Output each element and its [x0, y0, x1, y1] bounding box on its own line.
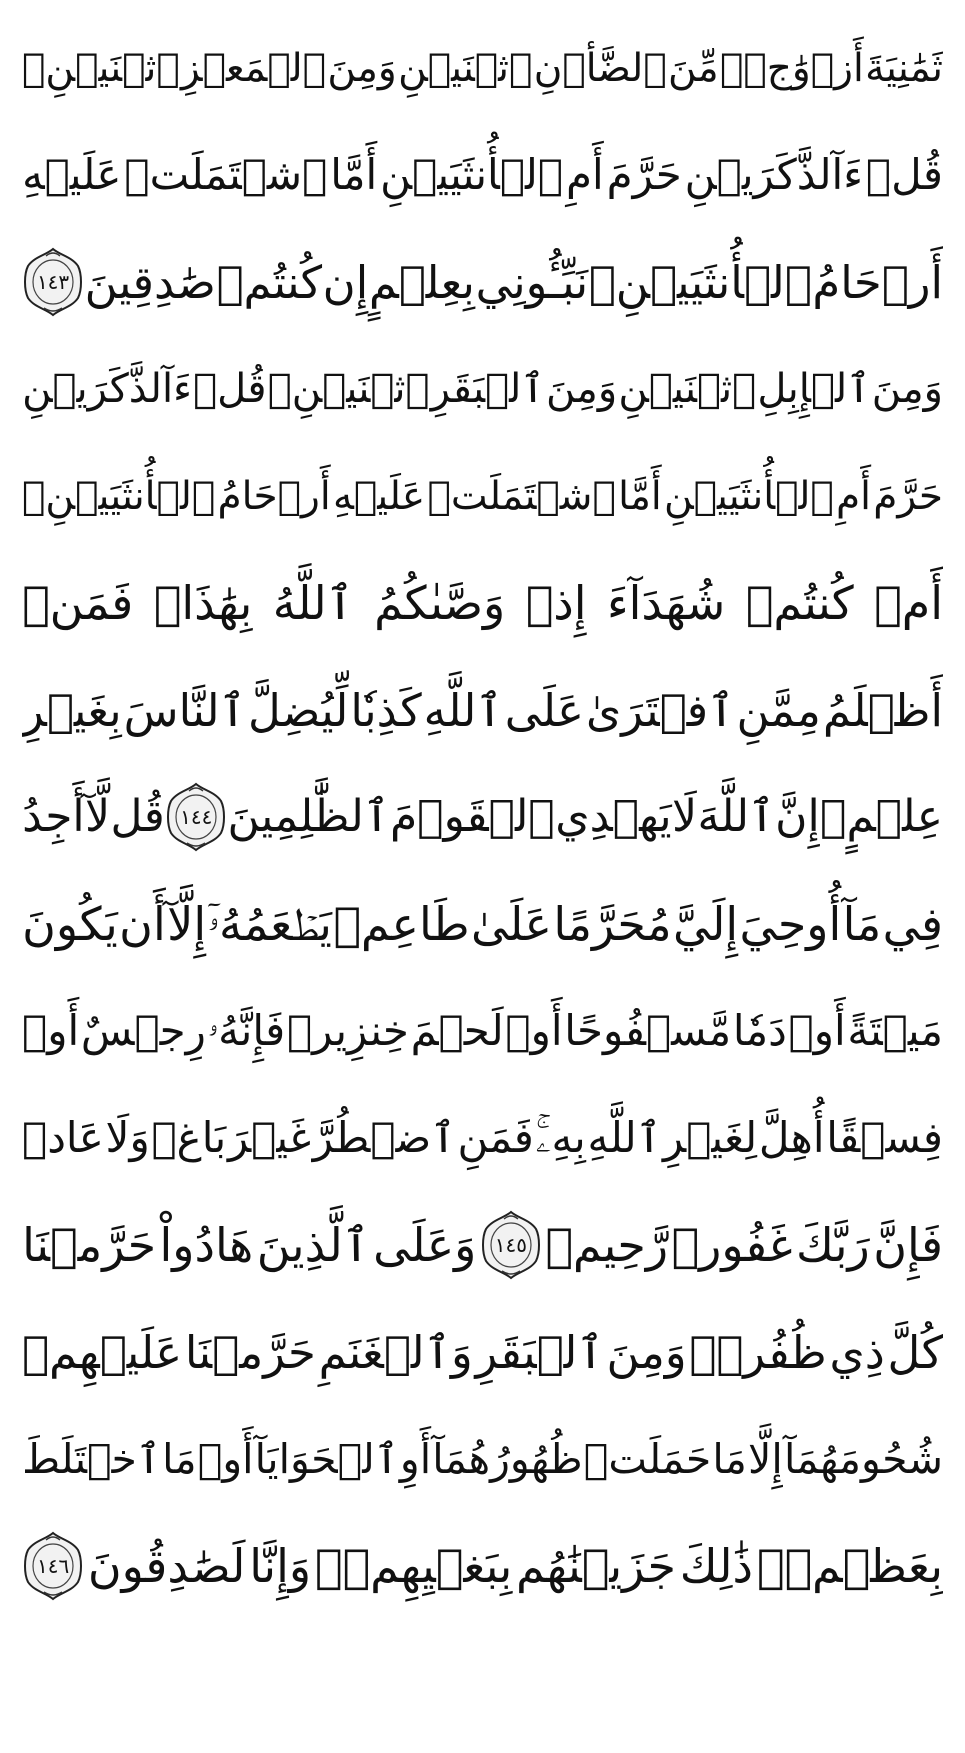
quran-word: أَوِ [399, 1434, 432, 1483]
quran-word: ٱلۡمَعۡزِ [181, 45, 327, 91]
quran-word: ءَآلذَّكَرَيۡنِ [684, 150, 863, 199]
quran-word: ٱلۡقَوۡمَ [389, 791, 555, 842]
quran-word: ظُهُورُهُمَآ [432, 1434, 583, 1483]
quran-word: كُنتُمۡ [216, 255, 323, 309]
quran-word: بِغَيۡرِ [22, 683, 122, 737]
quran-word: بِعَظۡمٖۚ [756, 1539, 943, 1593]
quran-word: صَٰدِقِينَ [84, 255, 216, 309]
quran-word: أَزۡوَٰجٖۖ [719, 45, 864, 91]
quran-word: أَمِ [565, 150, 604, 199]
quran-word: ءَآلذَّكَرَيۡنِ [22, 366, 192, 412]
quran-word: أَمِ [836, 473, 871, 519]
quran-word: شُحُومَهُمَآ [783, 1434, 943, 1483]
quran-word: قُل [110, 791, 165, 842]
text-line [22, 652, 943, 768]
quran-word: أَوۡ [505, 1006, 563, 1055]
quran-word: ٱلظَّٰلِمِينَ [227, 791, 390, 842]
quran-word: ٱللَّهُ [272, 576, 354, 630]
quran-word: طَاعِمٖ [333, 897, 470, 951]
quran-word: مَا [712, 1434, 747, 1483]
quran-word: شُهَدَآءَ [607, 576, 726, 630]
quran-word: غَيۡرَ [227, 1113, 311, 1162]
quran-word: أُهِلَّ [758, 1113, 825, 1162]
text-line [22, 973, 943, 1089]
quran-word: وَمِنَ [327, 45, 397, 91]
ayah-number-marker [22, 1530, 84, 1602]
text-line [22, 1508, 943, 1624]
quran-word: أَمۡ [874, 576, 943, 630]
quran-word: أَرۡحَامُ [812, 255, 943, 309]
quran-word: ٱلۡأُنثَيَيۡنِ [380, 150, 564, 199]
ayah-number-marker [480, 1209, 542, 1281]
quran-word: فَمَنۡ [22, 576, 134, 630]
quran-word: ٱثۡنَيۡنِۗ [267, 366, 430, 412]
quran-word: مِّنَ [668, 45, 719, 91]
quran-word: يَهۡدِي [555, 791, 672, 842]
quran-word: حَرَّمَ [873, 473, 943, 519]
quran-word: لِغَيۡرِ [663, 1113, 758, 1162]
quran-word: إِلَيَّ [673, 897, 739, 951]
quran-word: لَحۡمَ [410, 1006, 504, 1055]
text-line [22, 1294, 943, 1410]
ayah-number-text: ١٤٦ [36, 1554, 70, 1578]
quran-word: قُلۡ [193, 366, 267, 412]
ayah-number-text: ١٤٣ [36, 270, 70, 294]
quran-word: عِلۡمٍۚ [820, 791, 943, 842]
quran-word: ٱللَّهِ [587, 1113, 662, 1162]
quran-word: رِجۡسٌ [80, 1006, 206, 1055]
quran-word: كُلَّ [887, 1325, 943, 1379]
quran-word: ٱشۡتَمَلَتۡ [124, 150, 328, 199]
quran-word: رَبَّكَ [795, 1218, 870, 1272]
quran-word: دَمٗا [732, 1006, 787, 1055]
text-line [22, 1080, 943, 1196]
quran-word: عَلَيۡهِ [22, 150, 122, 199]
quran-word: فَمَنِ [457, 1113, 534, 1162]
quran-word: ٱثۡنَيۡنِ [398, 45, 533, 91]
ayah-number-marker [22, 246, 84, 318]
quran-word: وَمِنَ [606, 1325, 687, 1379]
quran-word: أَوۡ [22, 1006, 80, 1055]
quran-word: أَمَّا [618, 473, 662, 519]
quran-word: مَا [162, 1434, 197, 1483]
quran-word: أَن [119, 897, 166, 951]
quran-word: يَكُونَ [22, 897, 118, 951]
quran-word: ٱلۡأُنثَيَيۡنِ [663, 473, 834, 519]
quran-word: مُحَرَّمًا [553, 897, 672, 951]
quran-word: مَآ [842, 897, 882, 951]
quran-word: عَلَى [504, 683, 584, 737]
quran-word: أَوۡ [197, 1434, 254, 1483]
quran-word: بِهَٰذَاۚ [153, 576, 253, 630]
quran-word: ٱفۡتَرَىٰ [585, 683, 735, 737]
quran-word: لَا [672, 791, 698, 842]
ayah-number-text: ١٤٥ [494, 1233, 527, 1257]
quran-word: حَرَّمَ [606, 150, 682, 199]
quran-word: حَرَّمۡنَا [184, 1325, 316, 1379]
text-line [22, 545, 943, 661]
text-line [22, 438, 943, 554]
quran-word: إِنَّ [775, 791, 820, 842]
quran-word: إِلَّا [748, 1434, 783, 1483]
quran-word: أَمَّا [330, 150, 378, 199]
quran-word: وَمِنَ [545, 366, 618, 412]
text-line [22, 224, 943, 340]
quran-word: ذَٰلِكَ [679, 1539, 754, 1593]
quran-word: أَوۡ [788, 1006, 846, 1055]
quran-word: فِي [882, 897, 943, 951]
ayah-number-text: ١٤٤ [180, 805, 213, 829]
quran-word: مَيۡتَةً [847, 1006, 943, 1055]
quran-word: خِنزِيرٖ [286, 1006, 409, 1055]
quran-word: يَطۡعَمُهُۥٓ [207, 897, 332, 951]
quran-word: ذِي [829, 1325, 885, 1379]
quran-word: غَفُورٞ [671, 1218, 793, 1272]
quran-word: ظُفُرٖۖ [689, 1325, 827, 1379]
text-line [22, 331, 943, 447]
quran-word: مِمَّنِ [736, 683, 821, 737]
quran-word: فِسۡقًا [826, 1113, 943, 1162]
quran-word: حَرَّمۡنَا [22, 1218, 157, 1272]
quran-word: مَّسۡفُوحًا [564, 1006, 732, 1055]
quran-word: بِهِۦۚ [535, 1113, 586, 1162]
quran-word: إِلَّآ [167, 897, 207, 951]
quran-word: قُلۡ [865, 150, 943, 199]
quran-word: عَلَيۡهِ [332, 473, 426, 519]
quran-word: لَّآ [85, 791, 111, 842]
quran-word: وَصَّىٰكُمُ [374, 576, 506, 630]
quran-word: وَٱلۡغَنَمِ [318, 1325, 473, 1379]
quran-word: ٱشۡتَمَلَتۡ [427, 473, 616, 519]
quran-word: ٱلۡأُنثَيَيۡنِۖ [22, 473, 216, 519]
quran-word: ٱخۡتَلَطَ [22, 1434, 161, 1483]
quran-word: ٱلنَّاسَ [123, 683, 246, 737]
quran-word: وَإِنَّا [249, 1539, 312, 1593]
quran-word: ٱلَّذِينَ [256, 1218, 370, 1272]
quran-word: ٱلضَّأۡنِ [533, 45, 667, 91]
quran-word: فَإِنَّهُۥ [207, 1006, 286, 1055]
quran-word: أَظۡلَمُ [822, 683, 943, 737]
text-line [22, 1401, 943, 1517]
text-line [22, 866, 943, 982]
quran-word: بِبَغۡيِهِمۡۖ [314, 1539, 513, 1593]
text-line [22, 759, 943, 875]
quran-word: ٱلۡإِبِلِ [757, 366, 871, 412]
quran-word: رَّحِيمٞ [545, 1218, 669, 1272]
quran-word: ٱللَّهِ [423, 683, 503, 737]
quran-word: ٱلۡحَوَايَآ [254, 1434, 399, 1483]
quran-word: أَجِدُ [22, 791, 85, 842]
quran-word: ٱلۡبَقَرِ [475, 1325, 604, 1379]
quran-word: ٱضۡطُرَّ [312, 1113, 456, 1162]
quran-word: حَمَلَتۡ [583, 1434, 712, 1483]
quran-word: وَمِنَ [871, 366, 943, 412]
quran-word: لَصَٰدِقُونَ [87, 1539, 246, 1593]
quran-word: أُوحِيَ [739, 897, 842, 951]
text-line [22, 10, 943, 126]
text-line [22, 1187, 943, 1303]
quran-word: نَبِّـُٔونِي [475, 255, 589, 309]
quran-word: ٱثۡنَيۡنِۗ [22, 45, 180, 91]
quran-word: إِذۡ [525, 576, 587, 630]
quran-word: بَاغٖ [151, 1113, 227, 1162]
quran-word: هَادُواْ [159, 1218, 254, 1272]
quran-word: أَرۡحَامُ [217, 473, 331, 519]
quran-word: ثَمَٰنِيَةَ [865, 45, 943, 91]
text-line [22, 117, 943, 233]
quran-word: ٱلۡبَقَرِ [430, 366, 545, 412]
quran-word: عَادٖ [22, 1113, 104, 1162]
quran-word: بِعِلۡمٍ [368, 255, 475, 309]
quran-word: ٱللَّهَ [697, 791, 775, 842]
quran-word: ٱثۡنَيۡنِ [618, 366, 757, 412]
ayah-number-marker [165, 781, 227, 853]
quran-word: فَإِنَّ [873, 1218, 943, 1272]
quran-word: كَذِبٗا [350, 683, 422, 737]
quran-word: إِن [322, 255, 369, 309]
quran-word: وَلَا [105, 1113, 150, 1162]
quran-word: عَلَيۡهِمۡ [22, 1325, 183, 1379]
quran-word: جَزَيۡنَٰهُم [516, 1539, 676, 1593]
quran-word: كُنتُمۡ [745, 576, 854, 630]
quran-word: وَعَلَى [373, 1218, 477, 1272]
quran-word: عَلَىٰ [470, 897, 552, 951]
quran-word: لِّيُضِلَّ [247, 683, 349, 737]
quran-word: ٱلۡأُنثَيَيۡنِۖ [588, 255, 812, 309]
